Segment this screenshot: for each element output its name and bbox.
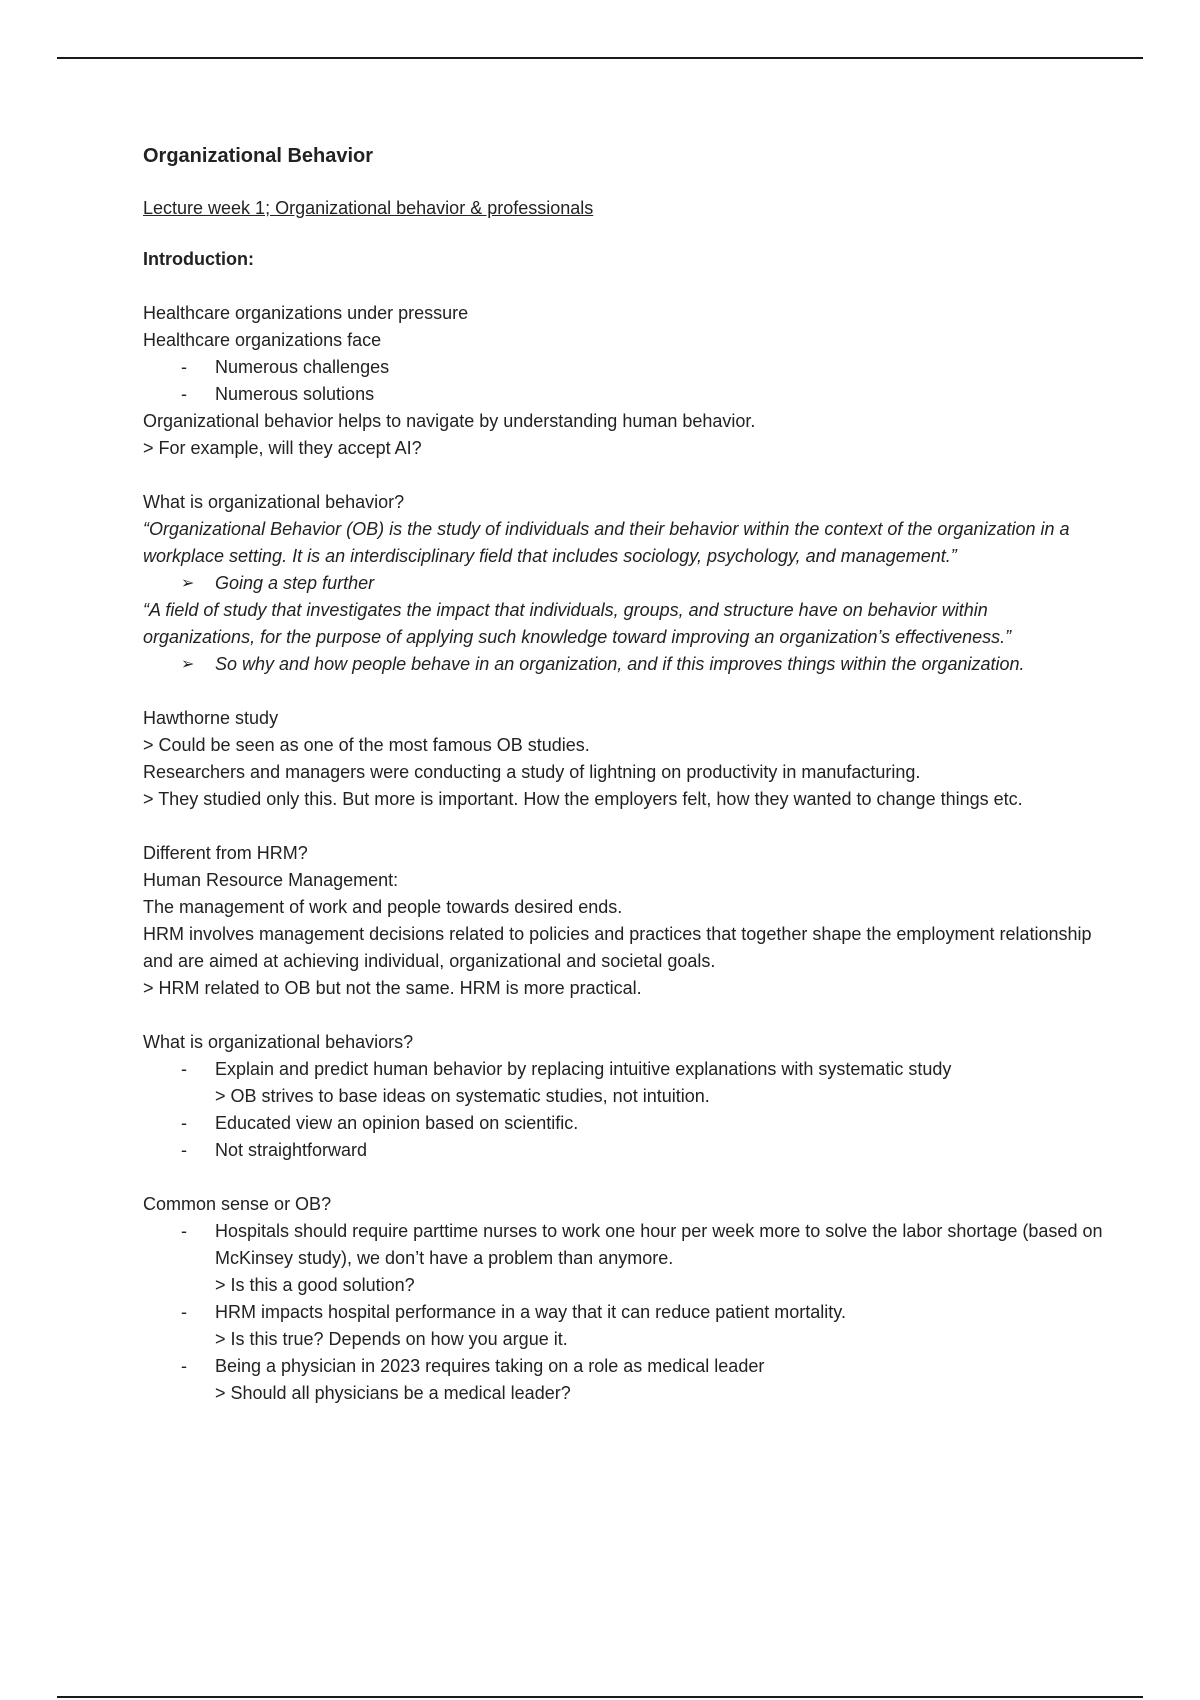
list-item: [143, 1110, 1103, 1137]
cs-bullet-2: HRM impacts hospital performance in a way that it can reduce patient mortality.: [215, 1302, 846, 1322]
pressure-line-4: > For example, will they accept AI?: [143, 438, 422, 458]
intro-heading: Introduction:: [143, 249, 254, 269]
hrm-line-4: > HRM related to OB but not the same. HRM is more practical.: [143, 978, 642, 998]
ob-arrow-1: Going a step further: [215, 573, 375, 593]
arrow-marker-icon: ➢: [181, 656, 195, 673]
section-hrm: [143, 840, 1103, 1002]
section-common-sense: [143, 1191, 1103, 1407]
pressure-bullets: [143, 354, 1103, 408]
ob-arrow-2: So why and how people behave in an organization, and if this improves things within the organization.: [215, 654, 1025, 674]
hawthorne-line-3: > They studied only this. But more is important. How the employers felt, how they wanted to change things etc.: [143, 789, 1023, 809]
dash-marker: -: [181, 1302, 187, 1322]
list-item: [143, 1353, 1103, 1407]
hrm-line-2: The management of work and people towards desired ends.: [143, 897, 623, 917]
what-is-obs-bullets: [143, 1056, 1103, 1164]
footer-rule: [57, 1696, 1143, 1698]
list-item: [143, 1056, 1103, 1110]
pressure-line-1: Healthcare organizations under pressure: [143, 303, 469, 323]
pressure-line-2: Healthcare organizations face: [143, 330, 382, 350]
hawthorne-line-1: > Could be seen as one of the most famous OB studies.: [143, 735, 590, 755]
obs-bullet-1-sub: > OB strives to base ideas on systematic studies, not intuition.: [215, 1086, 710, 1106]
list-item: [143, 1218, 1103, 1299]
dash-marker: -: [181, 384, 187, 404]
lecture-heading: Lecture week 1; Organizational behavior & professionals: [143, 198, 594, 218]
obs-bullet-2: Educated view an opinion based on scientific.: [215, 1113, 579, 1133]
hrm-line-1: Human Resource Management:: [143, 870, 399, 890]
header-rule: [57, 57, 1143, 59]
pressure-line-3: Organizational behavior helps to navigate by understanding human behavior.: [143, 411, 756, 431]
section-what-is-obs: [143, 1029, 1103, 1164]
pressure-bullet-2: Numerous solutions: [215, 384, 375, 404]
dash-marker: -: [181, 1059, 187, 1079]
common-sense-bullets: [143, 1218, 1103, 1407]
what-is-obs-heading: What is organizational behaviors?: [143, 1032, 414, 1052]
document-page: [143, 141, 1103, 1434]
cs-bullet-1: Hospitals should require parttime nurses to work one hour per week more to solve the labor shortage (based on McKinsey study), we don’t have a problem than anymore.: [215, 1221, 1103, 1268]
ob-quote-2: “A field of study that investigates the impact that individuals, groups, and structure have on behavior within organizations, for the purpose of applying such knowledge toward improving an organization’s effectiveness.”: [143, 600, 1012, 647]
section-pressure: [143, 300, 1103, 462]
cs-bullet-3: Being a physician in 2023 requires taking on a role as medical leader: [215, 1356, 765, 1376]
dash-marker: -: [181, 1356, 187, 1376]
cs-bullet-1-sub: > Is this a good solution?: [215, 1275, 415, 1295]
ob-arrow-list-2: [143, 651, 1103, 678]
hawthorne-line-2: Researchers and managers were conducting a study of lightning on productivity in manufacturing.: [143, 762, 921, 782]
list-item: [143, 381, 1103, 408]
hrm-heading: Different from HRM?: [143, 843, 308, 863]
list-item: [143, 651, 1103, 678]
list-item: [143, 570, 1103, 597]
arrow-marker-icon: ➢: [181, 575, 195, 592]
dash-marker: -: [181, 1113, 187, 1133]
obs-bullet-1: Explain and predict human behavior by replacing intuitive explanations with systematic study: [215, 1059, 952, 1079]
list-item: [143, 1137, 1103, 1164]
section-what-is-ob: [143, 489, 1103, 678]
section-hawthorne: [143, 705, 1103, 813]
hrm-line-3: HRM involves management decisions related to policies and practices that together shape the employment relationship and are aimed at achieving individual, organizational and societal goals.: [143, 924, 1092, 971]
cs-bullet-3-sub: > Should all physicians be a medical leader?: [215, 1383, 571, 1403]
common-sense-heading: Common sense or OB?: [143, 1194, 332, 1214]
ob-quote-1: “Organizational Behavior (OB) is the study of individuals and their behavior within the context of the organization in a workplace setting. It is an interdisciplinary field that includes sociology, psychology, and management.”: [143, 519, 1070, 566]
dash-marker: -: [181, 1140, 187, 1160]
cs-bullet-2-sub: > Is this true? Depends on how you argue it.: [215, 1329, 568, 1349]
document-title: Organizational Behavior: [143, 145, 374, 167]
list-item: [143, 354, 1103, 381]
obs-bullet-3: Not straightforward: [215, 1140, 368, 1160]
hawthorne-heading: Hawthorne study: [143, 708, 279, 728]
dash-marker: -: [181, 1221, 187, 1241]
what-is-ob-heading: What is organizational behavior?: [143, 492, 405, 512]
pressure-bullet-1: Numerous challenges: [215, 357, 390, 377]
ob-arrow-list-1: [143, 570, 1103, 597]
list-item: [143, 1299, 1103, 1353]
dash-marker: -: [181, 357, 187, 377]
